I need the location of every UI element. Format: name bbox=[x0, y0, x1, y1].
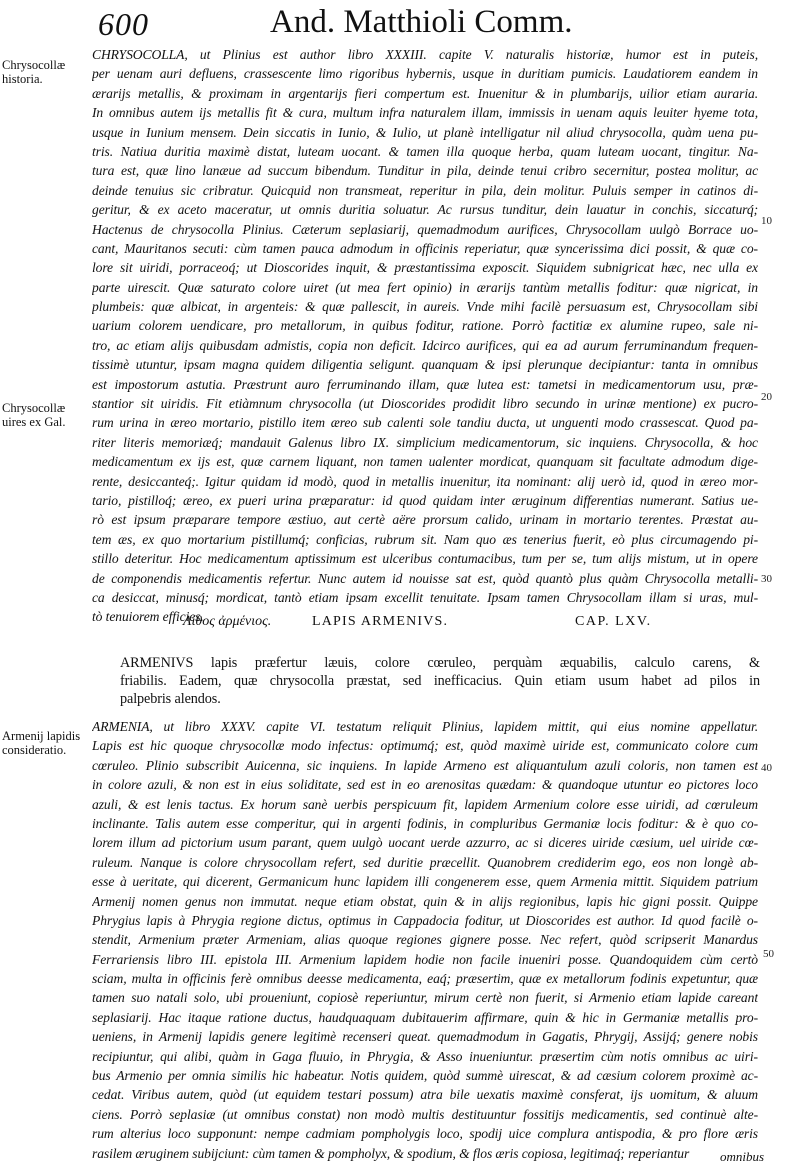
page-header bbox=[0, 4, 787, 44]
text-line: tris. Natiua duritia maximè distat, luteam uocant. & tamen illa quoque herba, quam luteam uocant, tingitur. Na- bbox=[92, 143, 758, 159]
text-line: rum alterius loco supponunt: nempe cadmiam pompholygis loco, spodij uice complura antispodia, & pro flore æris bbox=[92, 1126, 758, 1142]
text-line: riter literis memoriæq́; mandauit Galenus libro IX. simplicium medicamentorum, sic inquiens. Chrysocolla, & hoc bbox=[92, 434, 758, 450]
text-line: azuli, & est lenis tactus. Ex horum sanè uerbis perspicuum fit, lapidem Armenium colore esse uiridi, ad cœruleum bbox=[92, 796, 758, 812]
text-line: CHRYSOCOLLA, ut Plinius est author libro XXXIII. capite V. naturalis historiæ, humor est in puteis, bbox=[92, 47, 758, 62]
chrysocolla-body-text bbox=[92, 45, 758, 627]
catchword: omnibus bbox=[720, 1149, 765, 1164]
text-line: cœruleo. Plinio subscribit Auicenna, sic inquiens. In lapide Armeno est aliquantulum azuli coloris, non tamen est bbox=[92, 757, 758, 773]
text-line: stillo deteritur. Hoc medicamentum aptissimum est ulceribus contumacibus, tum per se, tum alijs mistum, ut in opere bbox=[92, 551, 758, 567]
sidenote-chrysocolla-vires: Chrysocollæ uires ex Gal. bbox=[2, 401, 66, 429]
text-line: palpebris alendos. bbox=[120, 691, 221, 708]
sidenote-chrysocolla-historia: Chrysocollæ historia. bbox=[2, 58, 66, 86]
text-line: plumbeis: quæ albicat, in argenteis: & quæ pallescit, in aureis. Vnde mihi facilè persuasum est, Chrysocollam sibi bbox=[92, 299, 758, 315]
chapter-latin-title: LAPIS ARMENIVS. bbox=[312, 614, 449, 629]
text-line: In omnibus autem ijs metallis fit & cura, multum infra naturalem illam, immissis in uenam aquis leuiter hyeme tota, bbox=[92, 105, 758, 121]
text-line: in colore azuli, & non est in eius soliditate, sed est in eo arenositas quædam: & quandoque utuntur eo pictores loco bbox=[92, 777, 758, 793]
text-line: ciens. Porrò seplasiæ (ut omnibus constat) non modò multis destituuntur fossitijs medicamentis, sed continuè alte- bbox=[92, 1106, 758, 1122]
text-line: cedat. Viribus autem, quòd (ut equidem testari possum) atra bile uexatis maximè consferat, ijs uomitum, & aluum bbox=[92, 1087, 758, 1103]
text-line: tissimè utuntur, ipsam magna quidem diligentia seligunt. quanquam & ipsi plerunque decipiantur: tanta in omnibus bbox=[92, 357, 758, 373]
text-line: tario, pistilloq́; æreo, ex pueri urina præparatur: id quod quidam inter æruginum differentias numerant. Satius ue- bbox=[92, 492, 758, 508]
text-line: recipiuntur, qui alibi, quàm in Gaga fluuio, in Phrygia, & Asso inueniuntur. præsertim cùm notis omnibus ac uiri- bbox=[92, 1048, 758, 1064]
text-line: rum urina in æreo mortario, pistillo item æreo sub calenti sole tandiu ducta, ut unguenti modo crassescat. Quod pa- bbox=[92, 415, 758, 431]
text-line: stendit, Armenium præter Armeniam, alias quoque regiones gignere posse. Nec refert, quòd scripserit Manardus bbox=[92, 932, 758, 948]
text-line: friabilis. Eadem, quæ chrysocolla præstat, sed inefficacius. Quin etiam usum habet ad pilos in bbox=[120, 673, 760, 690]
line-number: 10 bbox=[761, 215, 772, 227]
text-line: parte uirescit. Quæ saturato colore uiret (ut mea fert opinio) in ærarijs tantùm metallis foditur: quæ nigricat, in bbox=[92, 279, 758, 295]
chapter-number: CAP. LXV. bbox=[575, 614, 652, 629]
text-line: usque in Iunium mensem. Dein siccatis in Iunio, & Iulio, ut planè intelligatur nil aliud chrysocolla, quàm uena pu- bbox=[92, 124, 758, 140]
text-line: tro, ac etiam alijs quibusdam admistis, copia non deficit. Idcirco aurifices, qui ea ad aurum ferruminandum frequen- bbox=[92, 337, 758, 353]
text-line: ARMENIVS lapis præfertur læuis, colore cœruleo, perquàm æquabilis, calculo carens, & bbox=[120, 655, 760, 671]
text-line: ærarijs metallis, & proximam in argentarijs fieri compertum est. Inuenitur & in plumbarijs, uilior etiam auraria. bbox=[92, 85, 758, 101]
text-line: tò tenuiorem efficies. bbox=[92, 609, 204, 625]
chapter-summary bbox=[120, 654, 760, 709]
text-line: est impostorum astutia. Præstrunt auro ferruminando illam, quæ lutea est: tametsi in medicamentorum usu, præ- bbox=[92, 376, 758, 392]
text-line: inclinante. Talis autem esse comperitur, qui in argenti fodinis, in compluribus Germaniæ locis foditur: & è quo co- bbox=[92, 815, 758, 831]
text-line: seplasiarij. Hac itaque ratione ductus, haudquaquam dubitauerim affirmare, quin & hic in Germaniæ metallis pro- bbox=[92, 1009, 758, 1025]
text-line: Hactenus de chrysocolla Plinius. Cæterum seplasiarij, quemadmodum aurifices, Chrysocollam uulgò Borrace uo- bbox=[92, 221, 758, 237]
sidenote-armenii-lapidis: Armenij lapidis consideratio. bbox=[2, 729, 81, 757]
text-line: Phrygius lapis à Phrygia regione dictus, optimus in Cappadocia foditur, ut Dioscorides est author. Id quod facilè o- bbox=[92, 912, 758, 928]
text-line: tem æs, ex quo mortarium pistillumq́; conficias, rubrum sit. Nam quo æs tenerius fuerit, eò plus circumagendo pi- bbox=[92, 531, 758, 547]
line-number: 40 bbox=[761, 762, 772, 774]
armenius-body-text bbox=[92, 717, 758, 1163]
text-line: ARMENIA, ut libro XXXV. capite VI. testatum reliquit Plinius, lapidem mittit, qui eius nomine appellatur. bbox=[92, 719, 758, 734]
text-line: deinde tenuius sic cribratur. Quicquid non transmeat, reperitur in pila, dein molitur. Puluis semper in catinos di- bbox=[92, 182, 758, 198]
text-line: tura est, quæ lino lanæue ad succum bibendum. Tunditur in pila, deinde tenui cribro secernitur, postea molitur, ac bbox=[92, 163, 758, 179]
text-line: lore sit uiridi, porraceoq́; ut Dioscorides inquit, & præstantissima exposcit. Siquidem subnigricat hæc, nec ulla ex bbox=[92, 260, 758, 276]
text-line: rasilem æruginem subijciunt: cùm tamen & pompholyx, & spodium, & flos æris copiosa, legitimaq́; reperiantur bbox=[92, 1145, 690, 1161]
text-line: per uenam auri defluens, crassescente limo rigoribus hybernis, usque in duritiam pumicis. Laudatiorem eandem in bbox=[92, 66, 758, 82]
text-line: rente, desiccanteq́;. Igitur quidam id modò, quod in metallis inuenitur, ita nominant: alij uerò id, quod in æreo mor- bbox=[92, 473, 758, 489]
line-number: 20 bbox=[761, 391, 772, 403]
text-line: medicamentum ex ijs est, quæ carnem liquant, non tamen ualenter mordicat, quanquam sit facultate admodum dige- bbox=[92, 454, 758, 470]
line-number: 50 bbox=[763, 948, 774, 960]
text-line: Armenij nomen genus non immutat. neque etiam obstat, quin & in alijs regionibus, lapis hic gigni possit. Quippe bbox=[92, 893, 758, 909]
text-line: ueniens, in Armenij lapidis genere legitimè recenseri queat. quemadmodum in Gagatis, Phrygij, Assijq́; genere nobis bbox=[92, 1029, 758, 1045]
text-line: lorem illum ad pictorium usum parant, quem uulgò uocant uerde azzurro, ac si diceres uiride cæsium, uel uiride cœ- bbox=[92, 835, 758, 851]
chapter-heading bbox=[0, 614, 787, 636]
chapter-greek-title: Λίθος ἀρμένιος. bbox=[183, 614, 272, 629]
text-line: de componendis medicamentis refertur. Nunc autem id nouisse sat est, quòd quantò plus quàm Chrysocolla metalli- bbox=[92, 570, 758, 586]
text-line: ruleum. Nanque is colore chrysocollam refert, sed duritie præcellit. Quanobrem crediderim ego, eos non longè ab- bbox=[92, 854, 758, 870]
text-line: bus Armenio per omnia similis hic habeatur. Notis quidem, quòd summè uirescat, & ad cæsium colorem proximè ac- bbox=[92, 1068, 758, 1084]
text-line: Lapis est hic quoque chrysocollæ modo infectus: optimumq́; est, quòd maximè uiride est, communicato colore cum bbox=[92, 738, 758, 754]
text-line: uarium colorem uendicare, pro metallorum, in quibus foditur, ratione. Porrò factitiæ ex alumine rupeo, sale ni- bbox=[92, 318, 758, 334]
text-line: Ferrariensis libro III. epistola III. Armenium lapidem hodie non facile inueniri posse. Quandoquidem cùm certò bbox=[92, 951, 758, 967]
text-line: esse à ueritate, qui dicerent, Germanicum hunc lapidem illi congenerem esse, quem Armenia mittit. Siquidem patrium bbox=[92, 874, 758, 890]
text-line: rò est ipsum præparare tempore æstiuo, aut certè aëre prorsum calido, urinam in mortario terentes. Præstat au- bbox=[92, 512, 758, 528]
line-number: 30 bbox=[761, 573, 772, 585]
page-number: 600 bbox=[98, 6, 149, 42]
text-line: sciam, multa in officinis ferè omnibus deesse medicamenta, eaq́; præsertim, quæ ex metallorum fodinis expetuntur, quæ bbox=[92, 971, 758, 987]
text-line: cant, Mauritanos secuti: cùm tamen pauca admodum in officinis reperiatur, quæ syncerissima dici possit, & quæ co- bbox=[92, 240, 758, 256]
text-line: ca desiccat, minusq́; mordicat, tantò etiam ipsam excellit tenuitate. Ipsam tamen Chrysocollam illam si uras, mul- bbox=[92, 589, 758, 605]
text-line: stantior sit uiridis. Fit etiàmnum chrysocolla (ut Dioscorides prodidit libro secundo in urinæ mentione) ex pucro- bbox=[92, 396, 758, 412]
running-title: And. Matthioli Comm. bbox=[270, 4, 573, 40]
text-line: geritur, & ex aceto maceratur, ut omnis duritia soluatur. Ac rursus tunditur, dein lauatur in conchis, siccaturq́; bbox=[92, 202, 758, 218]
text-line: tamen suo natali solo, ubi proueniunt, copiosè reperiuntur, mirum certè non fuerit, si Armenio etiam lapide careant bbox=[92, 990, 758, 1006]
